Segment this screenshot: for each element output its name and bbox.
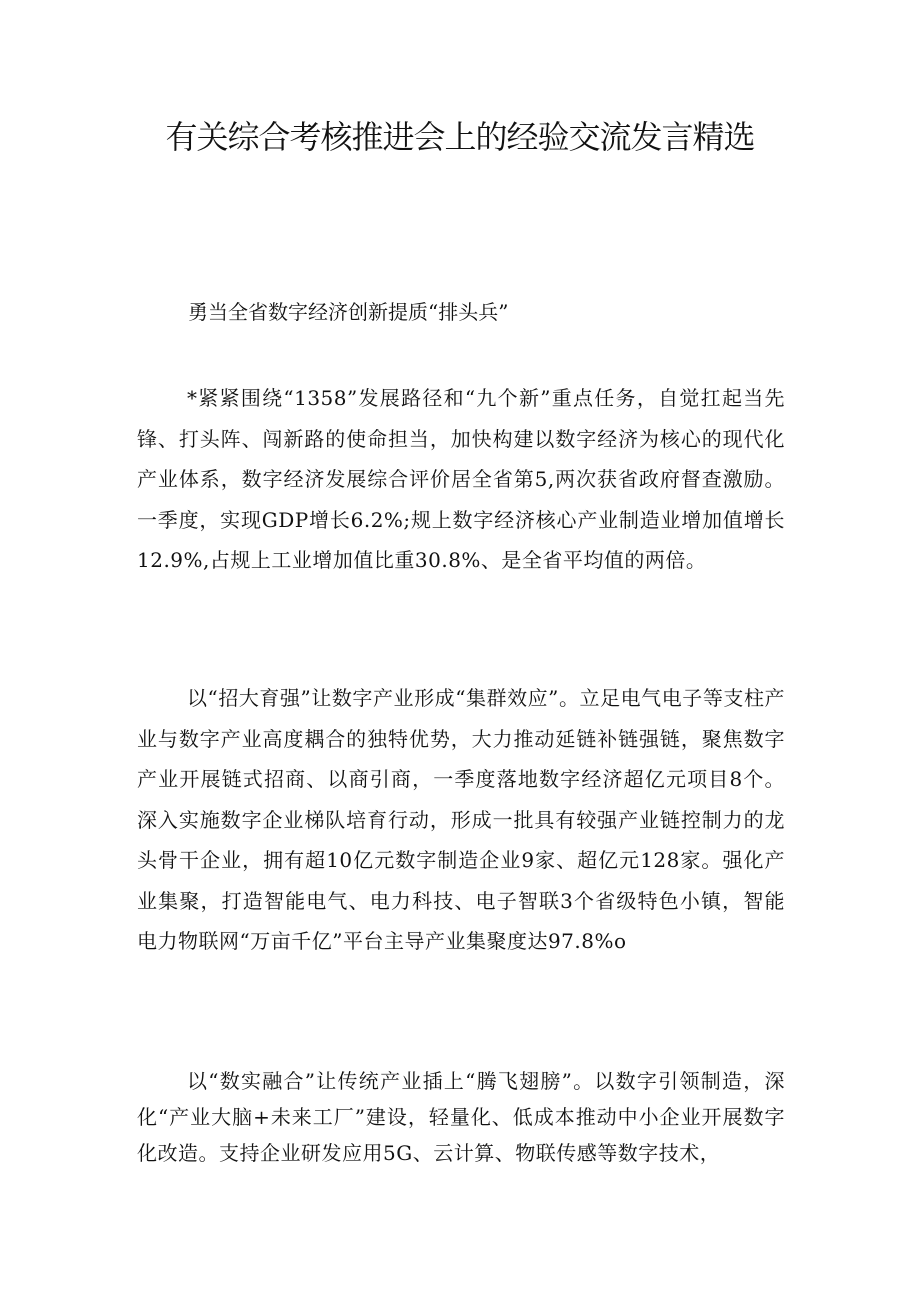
paragraph-2: 以“招大育强”让数字产业形成“集群效应”。立足电气电子等支柱产业与数字产业高度耦合的独特优势，大力推动延链补链强链，聚焦数字产业开展链式招商、以商引商，一季度落地数字经济超亿元项目8个。深入实施数字企业梯队培育行动，形成一批具有较强产业链控制力的龙头骨干企业，拥有超10亿元数字制造企业9家、超亿元128家。强化产业集聚，打造智能电气、电力科技、电子智联3个省级特色小镇，智能电力物联网“万亩千亿”平台主导产业集聚度达97.8%o — [137, 686, 785, 953]
section-heading: 勇当全省数字经济创新提质“排头兵” — [188, 300, 509, 324]
paragraph-1: *紧紧围绕“1358”发展路径和“九个新”重点任务，自觉扛起当先锋、打头阵、闯新路的使命担当，加快构建以数字经济为核心的现代化产业体系，数字经济发展综合评价居全省第5,两次获省政府督查激励。一季度，实现GDP增长6.2%;规上数字经济核心产业制造业增加值增长12.9%,占规上工业增加值比重30.8%、是全省平均值的两倍。 — [137, 386, 785, 572]
document-title: 有关综合考核推进会上的经验交流发言精选 — [165, 118, 755, 156]
paragraph-3: 以“数实融合”让传统产业插上“腾飞翅膀”。以数字引领制造，深化“产业大脑+未来工厂”建设，轻量化、低成本推动中小企业开展数字化改造。支持企业研发应用5G、云计算、物联传感等数字技术， — [137, 1069, 785, 1165]
